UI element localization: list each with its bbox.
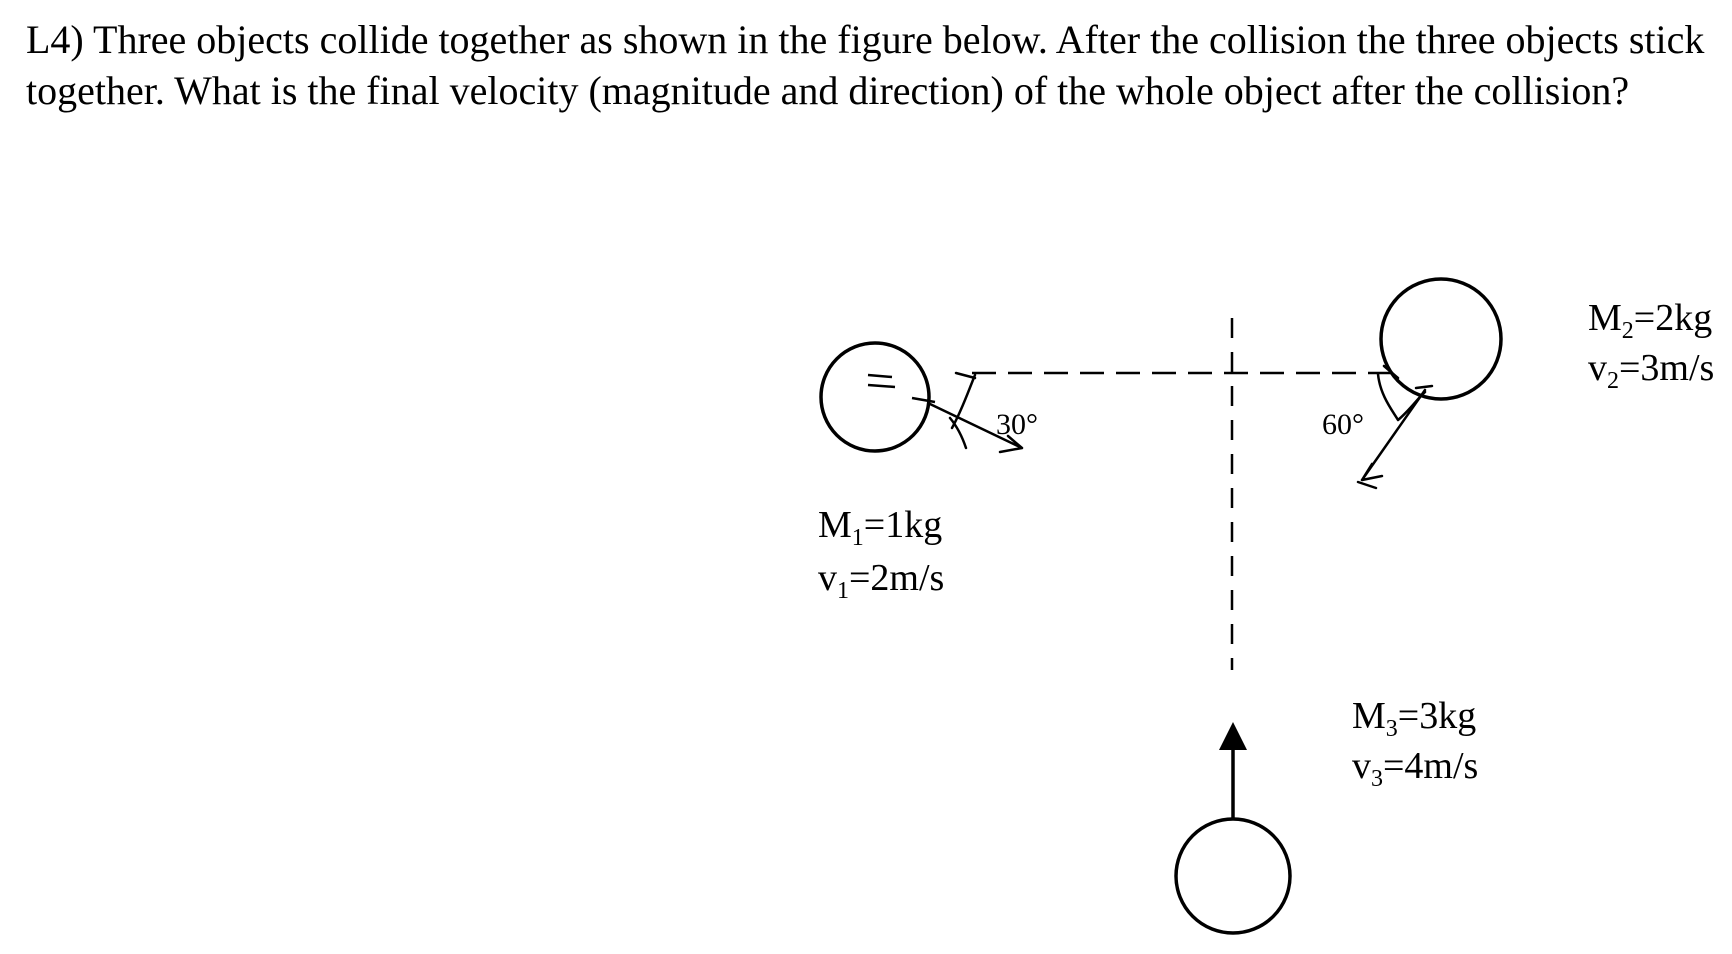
object-2-velocity-arrow: [1358, 390, 1425, 488]
object-3-velocity-label: $v_3=4m/s$: [1352, 745, 1479, 792]
angle-arc-60: [1378, 374, 1425, 420]
object-3-mass-label: $M_3=3kg$: [1352, 695, 1477, 742]
object-3-velocity-arrowhead: [1219, 722, 1247, 750]
problem-statement: L4) Three objects collide together as shown in the figure below. After the collision the three objects stick together. What is the final velocity (magnitude and direction) of the whole object after the collision?: [26, 17, 1705, 113]
object-3-circle: [1176, 819, 1290, 933]
object-1-velocity-label: $v_1=2m/s$: [818, 557, 945, 604]
object-2-velocity-label: $v_2=3m/s$: [1588, 347, 1715, 394]
angle-label-60: 60°: [1322, 408, 1364, 441]
object-2-mass-label: $M_2=2kg$: [1588, 297, 1713, 344]
angle-label-30: 30°: [996, 408, 1038, 441]
object-2-circle: [1381, 279, 1501, 399]
object-1-mass-label: $M_1=1kg$: [818, 504, 943, 551]
